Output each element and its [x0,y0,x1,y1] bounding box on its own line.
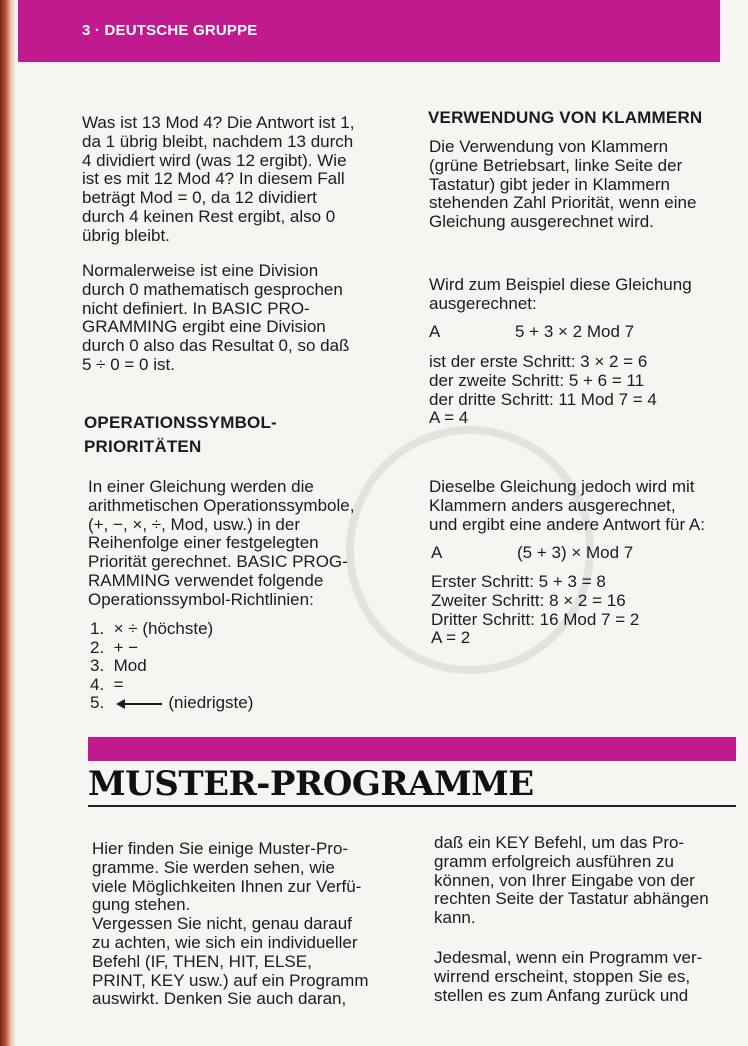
text-line: da 1 übrig bleibt, nachdem 13 durch [82,131,354,151]
text-line: daß ein KEY Befehl, um das Pro- [434,833,685,852]
text-line: Klammern anders ausgerechnet, [429,495,676,515]
text-line: ausgerechnet: [429,293,537,313]
text-line: stellen es zum Anfang zurück und [434,985,689,1005]
text-line: beträgt Mod = 0, da 12 dividiert [82,188,317,208]
left-para-modulo [82,114,392,246]
text-line: Wird zum Beispiel diese Gleichung [429,275,692,294]
text-line: ist es mit 12 Mod 4? In diesem Fall [82,169,345,189]
text-line: gung stehen. [92,895,191,915]
left-para-priority [88,478,398,610]
priority-item-1: 1. × ÷ (höchste) [90,619,214,638]
text-line: und ergibt eine andere Antwort für A: [429,514,705,534]
text-line: Priorität gerechnet. BASIC PROG- [88,552,348,572]
text-line: können, von Ihrer Eingabe von der [434,870,695,890]
heading-operator-priority-2: PRIORITÄTEN [84,437,202,456]
text-line: Gleichung ausgerechnet wird. [429,212,654,232]
equation-1 [429,322,634,342]
text-line: PRINT, KEY usw.) auf ein Programm [92,970,369,990]
heading-brackets: VERWENDUNG VON KLAMMERN [428,108,703,127]
book-spine-edge [0,0,16,1046]
text-line: Tastatur) gibt jeder in Klammern [429,174,670,194]
text-line: viele Möglichkeiten Ihnen zur Verfü- [92,876,362,896]
right-para-with-brackets [429,478,739,534]
equation-1-variable: A [429,322,441,341]
section-divider [88,805,736,807]
text-line: Dieselbe Gleichung jedoch wird mit [429,477,695,496]
text-line: RAMMING verwendet folgende [88,570,324,590]
steps-without-brackets [429,353,739,428]
text-line: Normalerweise ist eine Division [82,261,319,280]
step-line: ist der erste Schritt: 3 × 2 = 6 [429,352,648,371]
text-line: zu achten, wie sich ein individueller [92,932,358,952]
step-line: Erster Schritt: 5 + 3 = 8 [431,572,606,591]
priority-item-5-label: (niedrigste) [168,693,254,712]
text-line: kann. [434,908,476,928]
step-line: der zweite Schritt: 5 + 6 = 11 [429,370,645,390]
text-line: stehenden Zahl Priorität, wenn eine [429,193,697,213]
section-left-text [92,840,402,1009]
section-right-text-2 [434,949,744,1005]
step-line: Dritter Schritt: 16 Mod 7 = 2 [431,609,640,629]
priority-item-5 [90,694,253,712]
priority-item-2: 2. + − [90,638,139,657]
text-line: Jedesmal, wenn ein Programm ver- [434,948,703,967]
text-line: Reihenfolge einer festgelegten [88,533,319,553]
section-bar [88,737,736,761]
text-line: übrig bleibt. [82,225,170,245]
step-line: der dritte Schritt: 11 Mod 7 = 4 [429,389,657,409]
equation-2-expression: (5 + 3) × Mod 7 [517,543,634,562]
text-line: Befehl (IF, THEN, HIT, ELSE, [92,951,312,971]
equation-2-variable: A [431,543,443,562]
text-line: Was ist 13 Mod 4? Die Antwort ist 1, [82,113,355,132]
priority-item-4: 4. = [90,675,124,694]
step-line: Zweiter Schritt: 8 × 2 = 16 [431,590,626,610]
section-title: MUSTER-PROGRAMME [88,764,534,804]
steps-with-brackets [431,573,741,648]
text-line: 4 dividiert wird (was 12 ergibt). Wie [82,150,347,170]
heading-operator-priority-1: OPERATIONSSYMBOL- [84,413,277,432]
priority-item-5-number: 5. [90,693,105,712]
text-line: arithmetischen Operationssymbole, [88,495,355,515]
left-arrow-icon [118,703,162,705]
text-line: durch 0 also das Resultat 0, so daß [82,336,350,356]
text-line: wirrend erscheint, stoppen Sie es, [434,966,691,986]
section-label: 3 · DEUTSCHE GRUPPE [82,22,258,39]
text-line: gramme. Sie werden sehen, wie [92,857,335,877]
section-right-text-1 [434,834,744,928]
text-line: (grüne Betriebsart, linke Seite der [429,155,683,175]
equation-2 [431,543,633,563]
step-line: A = 2 [431,628,471,648]
right-para-brackets [429,138,739,232]
text-line: Hier finden Sie einige Muster-Pro- [92,839,349,858]
text-line: (+, −, ×, ÷, Mod, usw.) in der [88,514,301,534]
text-line: Vergessen Sie nicht, genau darauf [92,914,352,934]
text-line: rechten Seite der Tastatur abhängen [434,889,709,909]
text-line: In einer Gleichung werden die [88,477,314,496]
text-line: nicht definiert. In BASIC PRO- [82,298,310,318]
text-line: durch 4 keinen Rest ergibt, also 0 [82,206,336,226]
text-line: auswirkt. Denken Sie auch daran, [92,989,347,1009]
step-line: A = 4 [429,408,469,428]
text-line: Die Verwendung von Klammern [429,137,669,156]
text-line: 5 ÷ 0 = 0 ist. [82,354,175,374]
text-line: gramm erfolgreich ausführen zu [434,851,675,871]
left-para-division [82,262,392,375]
priority-item-3: 3. Mod [90,656,147,675]
text-line: Operationssymbol-Richtlinien: [88,589,314,609]
equation-1-expression: 5 + 3 × 2 Mod 7 [515,322,635,341]
text-line: durch 0 mathematisch gesprochen [82,279,343,299]
right-para-example [429,276,739,314]
text-line: GRAMMING ergibt eine Division [82,317,326,337]
